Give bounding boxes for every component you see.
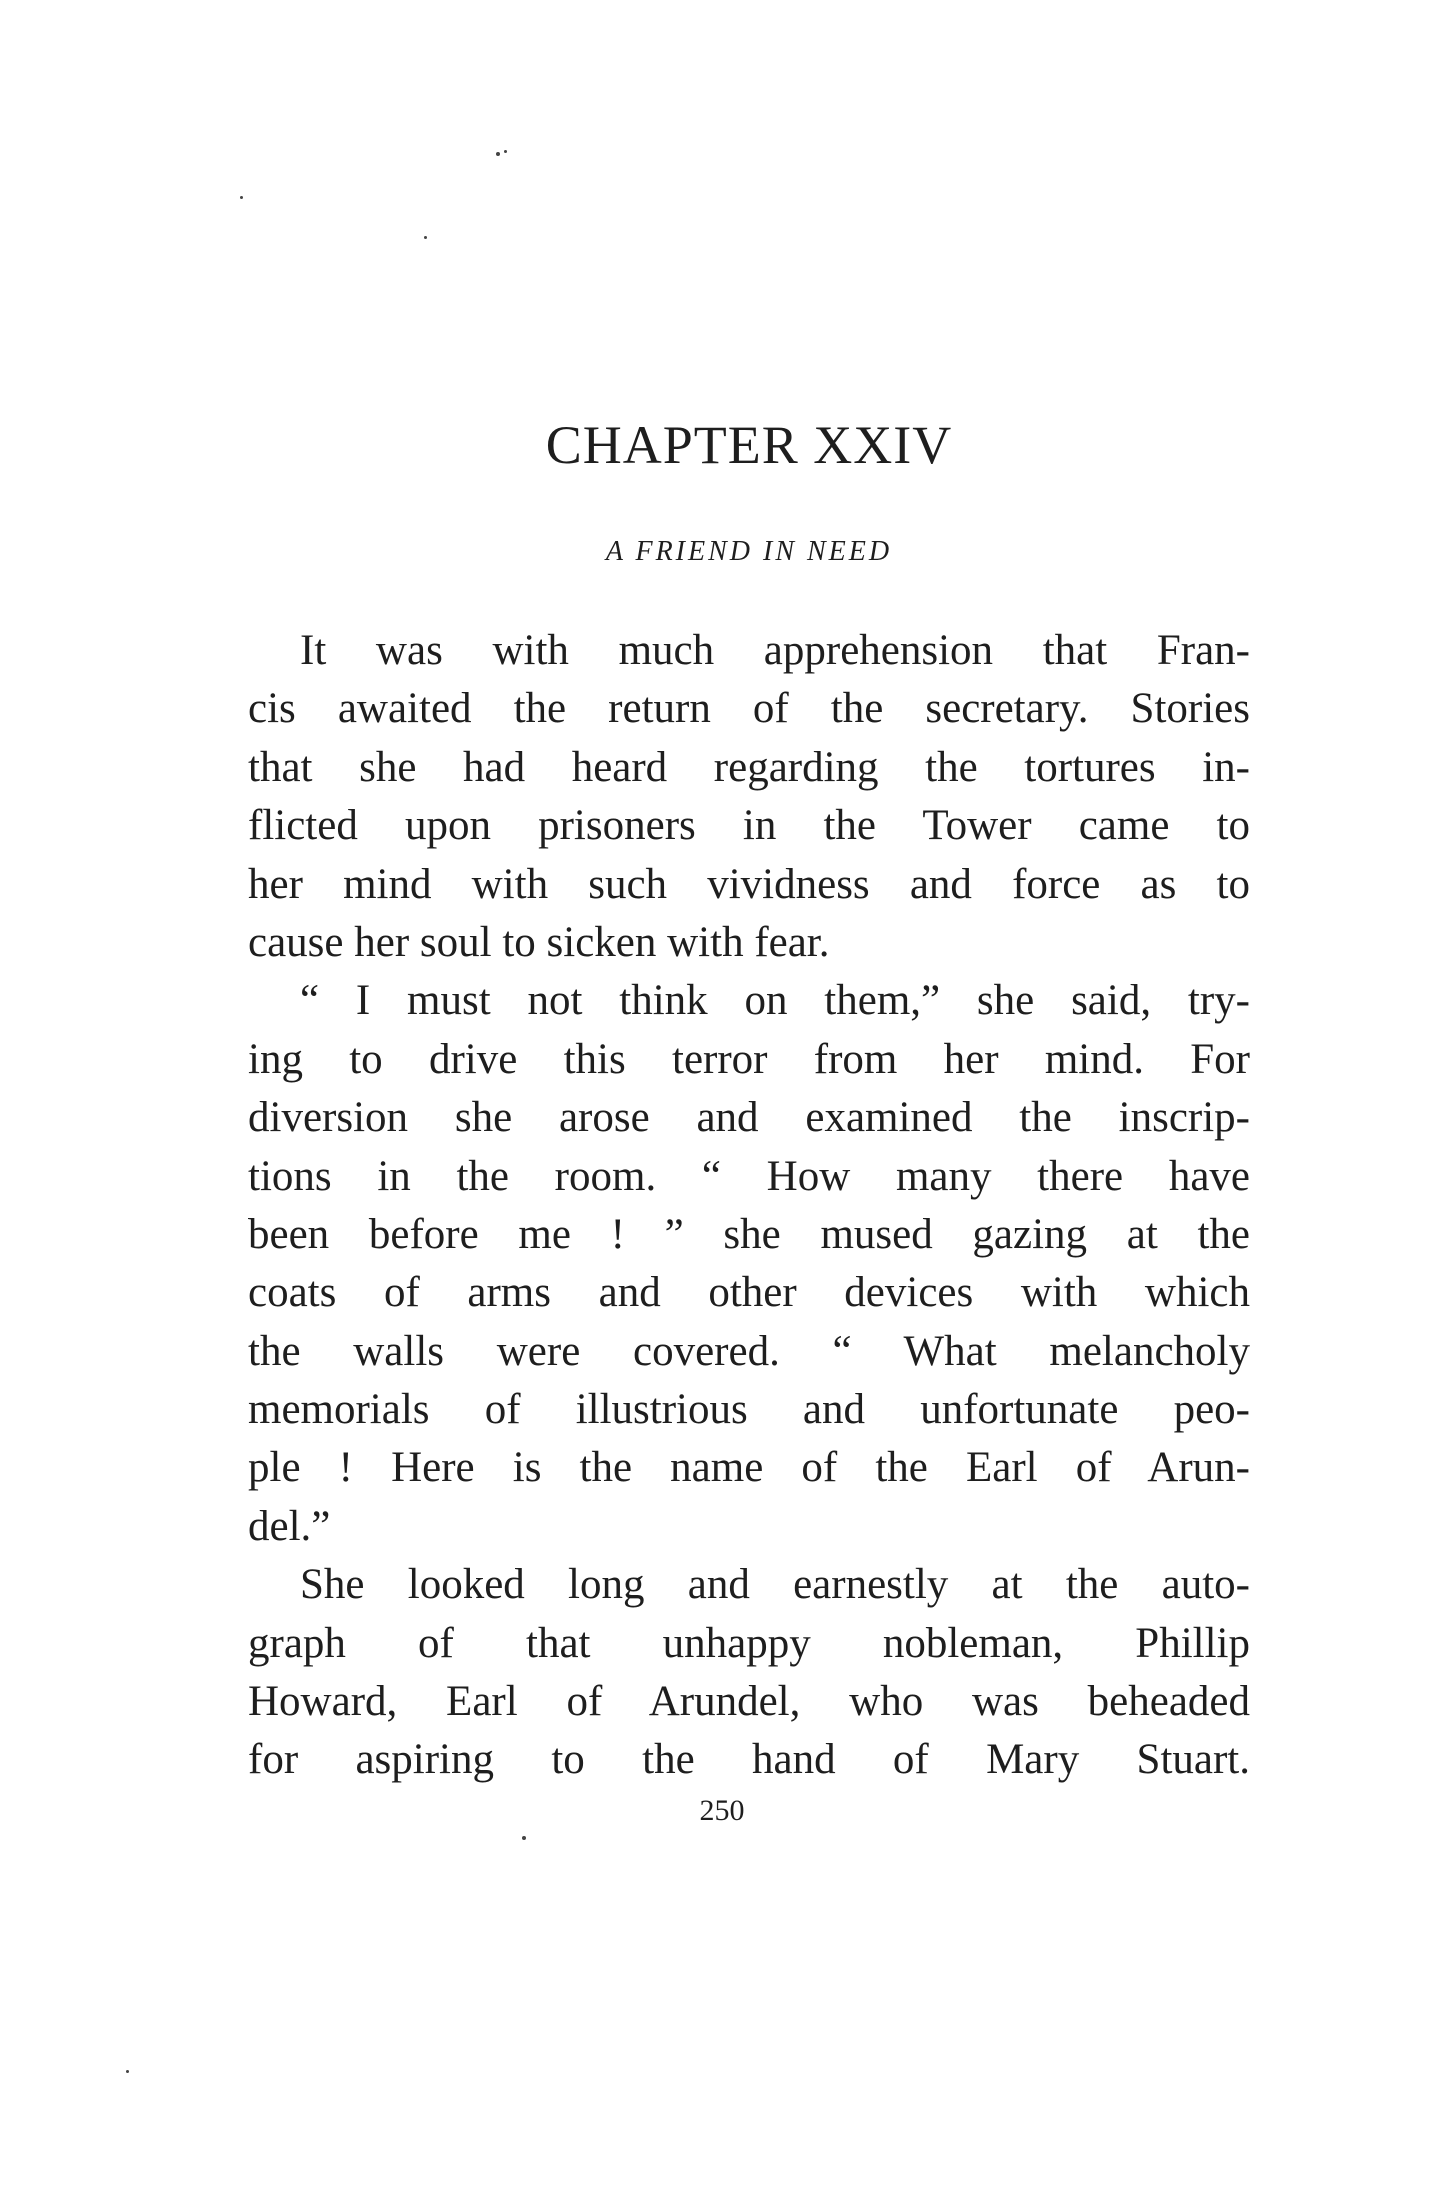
page-number: 250 <box>699 1794 745 1827</box>
text-line: cause her soul to sicken with fear. <box>248 918 830 966</box>
text-line: Howard, Earl of Arundel, who was beheaded <box>248 1678 1250 1726</box>
scan-speck <box>504 150 507 153</box>
text-line: that she had heard regarding the tortures in- <box>248 743 1250 791</box>
text-line: ing to drive this terror from her mind. For <box>248 1035 1250 1083</box>
text-line: “ I must not think on them,” she said, try- <box>300 977 1250 1025</box>
text-line: memorials of illustrious and unfortunate peo- <box>248 1386 1250 1434</box>
text-line: del.” <box>248 1502 331 1550</box>
text-line: graph of that unhappy nobleman, Phillip <box>248 1619 1250 1667</box>
text-line: been before me ! ” she mused gazing at the <box>248 1210 1250 1258</box>
text-line: the walls were covered. “ What melancholy <box>248 1327 1250 1375</box>
scan-speck <box>424 236 427 239</box>
scan-speck <box>126 2070 129 2073</box>
body-text <box>248 622 1250 1790</box>
scan-speck <box>240 196 243 199</box>
text-line: tions in the room. “ How many there have <box>248 1152 1250 1200</box>
text-line: coats of arms and other devices with which <box>248 1269 1250 1317</box>
chapter-subtitle: A FRIEND IN NEED <box>605 536 893 567</box>
chapter-title: CHAPTER XXIV <box>545 415 953 475</box>
text-line: ple ! Here is the name of the Earl of Arun- <box>248 1444 1250 1492</box>
text-line: diversion she arose and examined the inscrip- <box>248 1094 1250 1142</box>
text-line: flicted upon prisoners in the Tower came to <box>248 802 1250 850</box>
text-line: cis awaited the return of the secretary. Stories <box>248 685 1250 733</box>
text-line: for aspiring to the hand of Mary Stuart. <box>248 1736 1250 1784</box>
scan-speck <box>496 152 500 156</box>
scan-speck <box>522 1836 526 1840</box>
text-line: her mind with such vividness and force as to <box>248 860 1250 908</box>
text-line: She looked long and earnestly at the auto- <box>300 1561 1250 1609</box>
text-line: It was with much apprehension that Fran- <box>300 627 1250 674</box>
